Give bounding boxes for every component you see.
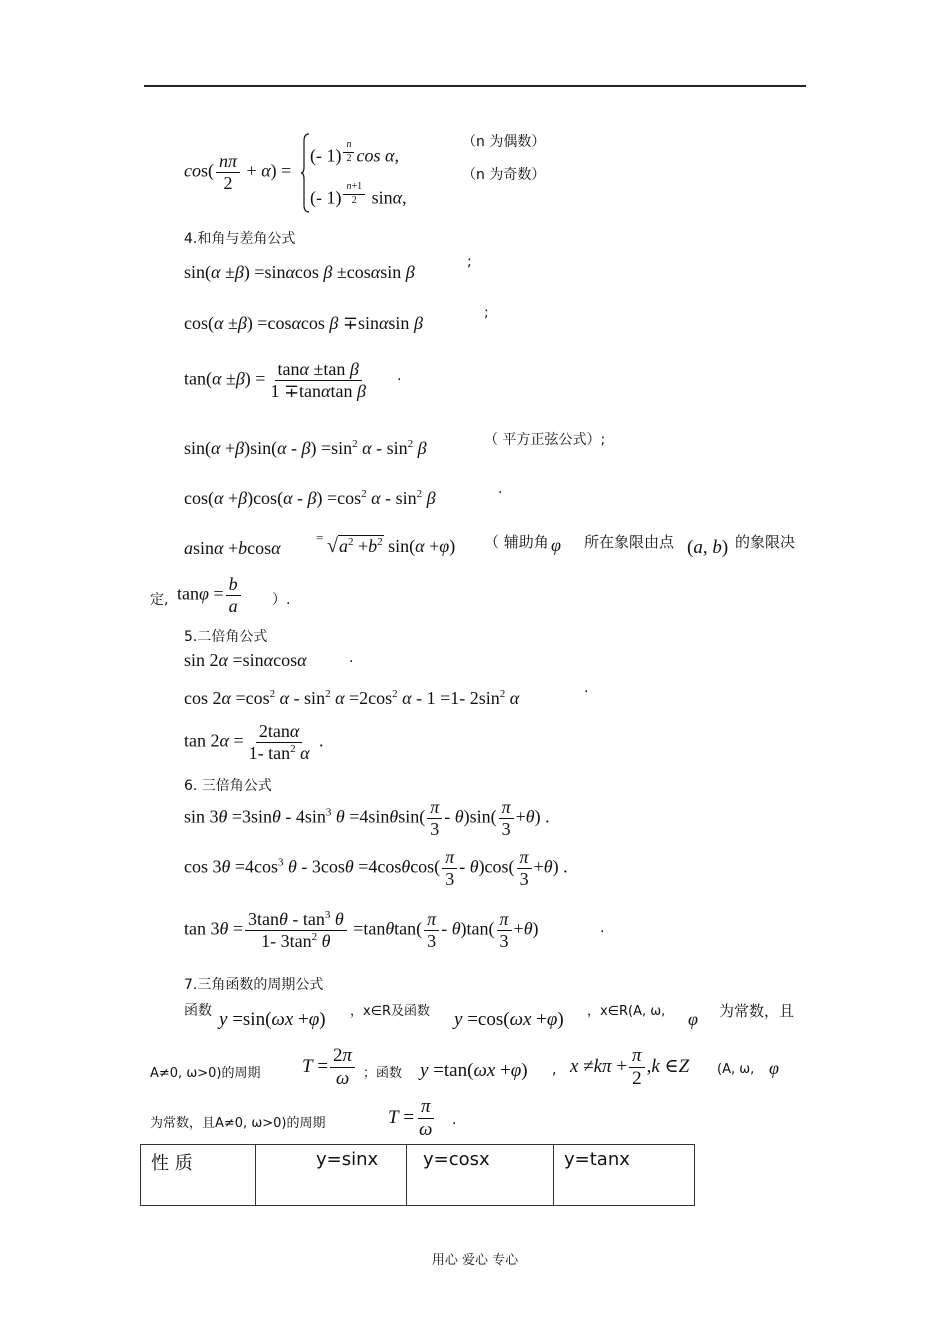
note-square-diff: （ 平方正弦公式）; <box>484 432 606 448</box>
section-5-heading: 5.二倍角公式 <box>184 629 268 645</box>
note-period-const2: (A, ω, <box>717 1062 755 1077</box>
comma-1: , <box>552 1062 557 1078</box>
period-phi-2: φ <box>769 1058 779 1078</box>
properties-table <box>140 1144 695 1206</box>
period-mark-6: . <box>452 1112 457 1128</box>
formula-y-cos: y =cos(ωx +φ) <box>454 1009 564 1030</box>
section-4-heading: 4.和角与差角公式 <box>184 231 296 247</box>
cos-case-cond-2: （n 为奇数） <box>462 167 546 183</box>
note-period-const: 为常数，且 <box>719 1002 795 1020</box>
period-phi-1: φ <box>688 1009 698 1029</box>
table-header-tan: y=tanx <box>554 1145 695 1206</box>
formula-sin-triple: $\sin 3\theta =3\sin\theta - 4\sin^3$ θ =4sinθsin( $\frac{\pi}{3}$ - θ)sin( $\frac{\pi}{3}$ +θ) . <box>184 797 550 839</box>
formula-sin-sum: sin(α ±β) =sinαcos β ±cosαsin β <box>184 262 415 282</box>
formula-aux-rhs: $√a^2 +b^2$ sin(α +φ) <box>327 535 456 557</box>
semicolon-2: ; <box>484 305 489 321</box>
note-period-func-a: 函数 <box>184 1003 212 1019</box>
note-period-xr1: ，x∈R及函数 <box>350 1004 431 1019</box>
formula-aux-angle: asinα +bcosα <box>184 538 281 558</box>
note-period-func-b: ；函数 <box>363 1066 403 1081</box>
formula-y-tan: y =tan(ωx +φ) <box>420 1060 528 1081</box>
aux-phi: φ <box>551 535 561 555</box>
period-mark-3: . <box>349 650 354 666</box>
section-6-heading: 6. 三倍角公式 <box>184 778 272 794</box>
cos-case-lhs: cos( $\frac{n\pi}{2}$ + α) = <box>184 151 292 193</box>
formula-cos-double: $\cos 2\alpha =\cos^2$ $\alpha - \sin^2 \alpha =2\cos^2$ α - 1 =1- $2\sin^2$ α <box>184 688 520 708</box>
note-aux-b: 所在象限由点 <box>584 533 675 551</box>
note-period-xr2: ，x∈R(A, ω, <box>587 1004 666 1019</box>
formula-period-T1: T = $\frac{2\pi}{\omega}$ <box>302 1046 357 1089</box>
table-header-cos: y=cosx <box>407 1145 554 1206</box>
formula-domain: x ≠kπ + $\frac{\pi}{2}$ ,k ∈Z <box>570 1045 690 1089</box>
period-mark-1: . <box>397 368 402 384</box>
period-mark-5: . <box>600 920 605 936</box>
formula-sin-double: sin 2α =sinαcosα <box>184 650 307 670</box>
case-brace <box>300 133 310 213</box>
formula-tan-phi: tanφ = $\frac{b}{a}$ <box>177 575 243 616</box>
formula-cos-triple: $\cos 3\theta =4\cos^3$ θ - 3cosθ =4cosθcos( $\frac{\pi}{3}$ - θ)cos( $\frac{\pi}{3}$ +θ) . <box>184 847 568 889</box>
formula-cos-sum: cos(α ±β) =cosαcos β ∓sinαsin β <box>184 313 423 333</box>
cos-case-1: (- 1) $^{\frac{n}{2}}$ cos α, <box>310 139 399 166</box>
formula-tan-double: tan 2α = $\frac{2\tan\alpha}{1- \tan^2 \alpha}$ . <box>184 721 324 763</box>
formula-y-sin: y =sin(ωx +φ) <box>219 1009 326 1030</box>
equals-small: = <box>316 530 324 545</box>
note-aux-c: 的象限决 <box>735 533 796 551</box>
section-7-heading: 7.三角函数的周期公式 <box>184 977 324 993</box>
header-rule <box>144 85 806 87</box>
note-aux-d: 定, <box>150 592 169 608</box>
period-mark-4: . <box>584 680 589 696</box>
formula-period-T2: T = $\frac{\pi}{\omega}$ <box>388 1096 433 1140</box>
cos-case-cond-1: （n 为偶数） <box>462 134 546 150</box>
formula-cos-square-diff: $\cos(\alpha +\beta)\cos(\alpha - \beta) =\cos^2$ α - $\sin^2 \beta$ <box>184 488 436 508</box>
page-footer: 用心 爱心 专心 <box>431 1253 519 1268</box>
note-period-a0: A≠0, ω>0)的周期 <box>150 1066 261 1081</box>
period-mark-2: . <box>498 481 503 497</box>
cos-case-2: (- 1) $^{\frac{n+1}{2}}$ sinα, <box>310 181 407 208</box>
paren-close: ）. <box>272 592 291 608</box>
formula-tan-triple: tan 3θ = $\frac{3\tan\theta - \tan^3 \theta}{1- 3\tan^2 \theta}$ =tanθtan( $\frac{\pi}{3}$ - θ)tan( $\frac{\pi}{3}$ +θ) <box>184 909 539 951</box>
semicolon-1: ; <box>467 254 472 270</box>
table-header-sin: y=sinx <box>256 1145 407 1206</box>
formula-tan-sum: tan(α ±β) = $\frac{\text{tanα ±tan β}}{\text{1 ∓tanαtan β}}$ <box>184 359 366 401</box>
aux-point: (a, b) <box>687 537 729 558</box>
note-aux-a: （ 辅助角 <box>484 533 549 551</box>
table-row <box>141 1145 695 1206</box>
table-header-property: 性 质 <box>141 1145 256 1206</box>
formula-sin-square-diff: $\sin(\alpha +\beta)\sin(\alpha - \beta) =\sin^2$ α - $\sin^2 \beta$ <box>184 438 427 458</box>
note-period-last: 为常数，且A≠0, ω>0)的周期 <box>150 1116 326 1131</box>
